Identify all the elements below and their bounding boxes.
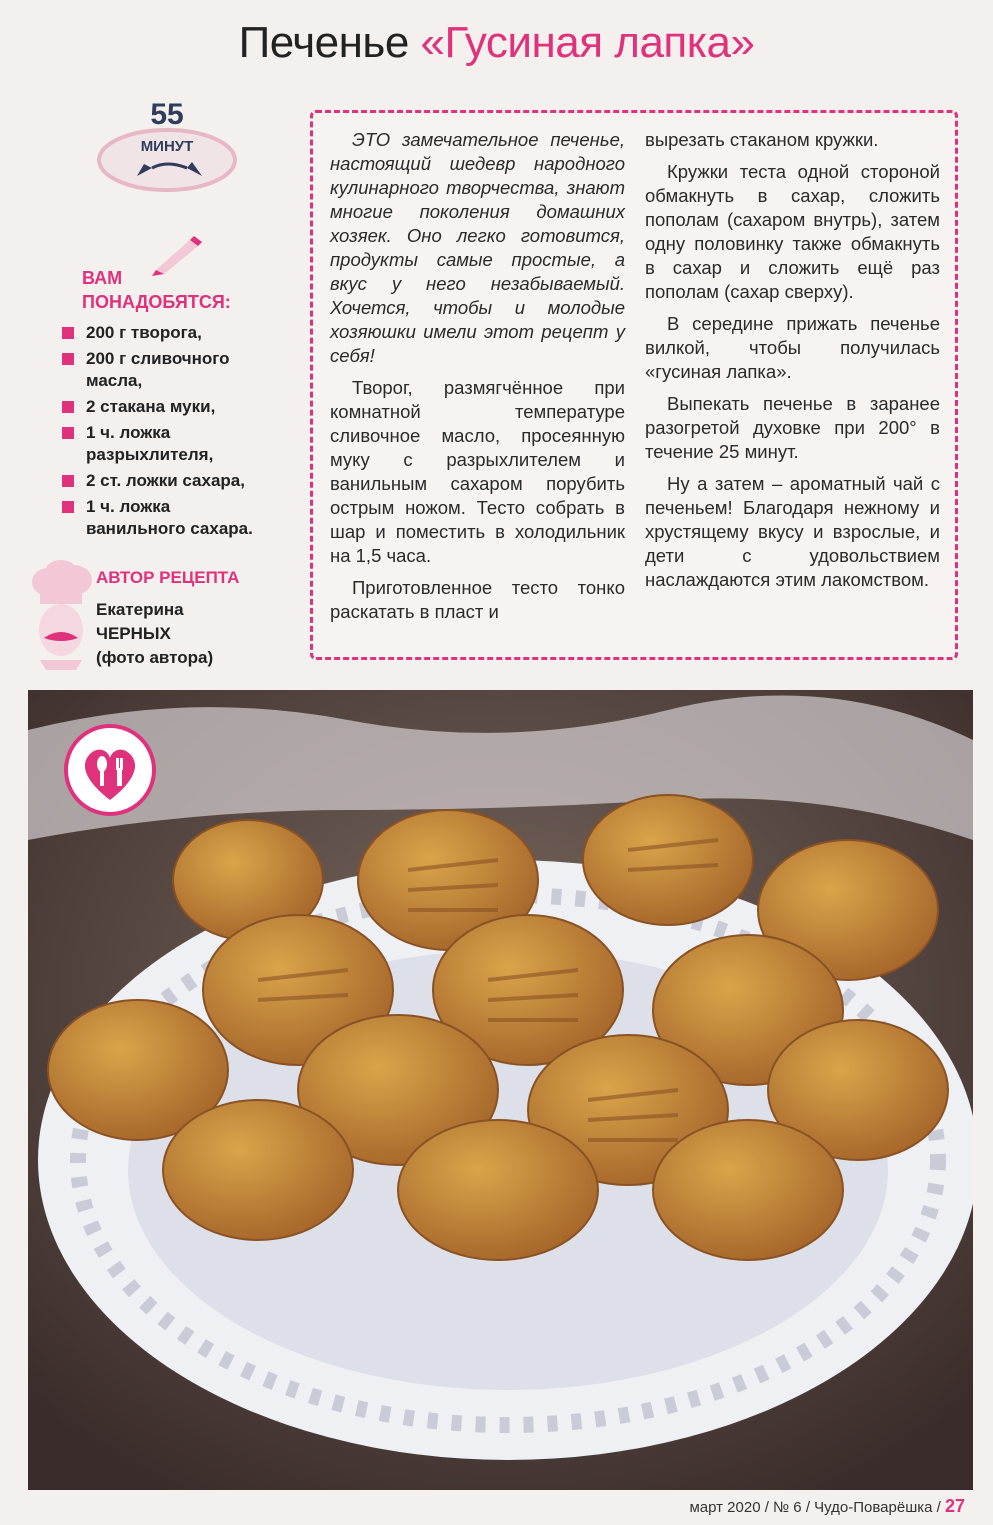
list-item: 1 ч. ложка разрыхлителя,	[62, 422, 272, 466]
author-name	[96, 598, 276, 670]
time-unit: МИНУТ	[140, 138, 194, 155]
cookies-plate-image	[28, 690, 973, 1490]
ingredients-list	[62, 322, 272, 544]
author-label: АВТОР РЕЦЕПТА	[96, 568, 240, 587]
bullet-icon	[62, 475, 74, 487]
list-item: 2 стакана муки,	[62, 396, 272, 418]
paragraph: вырезать стаканом кружки.	[645, 129, 879, 150]
paragraph: Приготовленное тесто тонко раскатать в пласт и	[330, 577, 625, 622]
ingredients-heading-line1: ВАМ	[82, 268, 123, 288]
bullet-icon	[62, 501, 74, 513]
ingredients-heading-line2: ПОНАДОБЯТСЯ:	[82, 292, 231, 312]
cookies-photo	[28, 690, 973, 1490]
photo-credit: (фото автора)	[96, 648, 214, 667]
page-title	[0, 18, 993, 68]
paragraph: Выпекать печенье в заранее разогретой духовке при 200° в течение 25 минут.	[645, 393, 940, 462]
paragraph: Кружки теста одной стороной обмакнуть в сахар, сложить пополам (сахаром внутрь), затем одну половинку также обмакнуть в сахар и сложить ещё раз пополам (сахар сверху).	[645, 161, 940, 302]
bullet-icon	[62, 353, 74, 365]
author-first-name: Екатерина	[96, 600, 184, 619]
bullet-icon	[62, 327, 74, 339]
list-item: 200 г творога,	[62, 322, 272, 344]
author-last-name: ЧЕРНЫХ	[96, 624, 171, 643]
issue-info: март 2020 / № 6 / Чудо-Поварёшка /	[689, 1499, 945, 1516]
list-item: 1 ч. ложка ванильного сахара.	[62, 496, 272, 540]
article-column-1	[330, 128, 625, 632]
heart-cutlery-logo-icon	[64, 724, 156, 816]
footer	[689, 1496, 965, 1517]
bullet-icon	[62, 427, 74, 439]
bullet-icon	[62, 401, 74, 413]
time-value: 55	[150, 98, 184, 131]
title-main: Печенье	[238, 18, 421, 67]
title-accent: «Гусиная лапка»	[420, 18, 755, 67]
time-badge	[92, 98, 242, 194]
article-column-2	[645, 128, 940, 600]
paragraph: В середине прижать печенье вилкой, чтобы получилась «гусиная лапка».	[645, 313, 940, 382]
chef-icon	[26, 560, 96, 670]
ingredients-heading	[82, 266, 262, 314]
list-item: 2 ст. ложки сахара,	[62, 470, 272, 492]
paragraph: Творог, размягчённое при комнатной температуре сливочное масло, просеянную муку с разрыхлителем и ванильным сахаром порубить острым ножом. Тесто собрать в шар и поместить в холодильник на 1,5 часа.	[330, 377, 625, 566]
page-number: 27	[944, 1496, 965, 1516]
intro-paragraph: ЭТО замечательное печенье, настоящий шедевр народного кулинарного творчества, знают многие поколения домашних хозяек. Оно легко готовится, продукты самые простые, а вкус у него незабываемый. Хочется, чтобы и молодые хозяюшки имели этот рецепт у себя!	[330, 129, 625, 366]
paragraph: Ну а затем – ароматный чай с печеньем! Благодаря нежному и хрустящему вкусу и взрослые, и дети с удовольствием наслаждаются этим лакомством.	[645, 473, 940, 590]
list-item: 200 г сливочного масла,	[62, 348, 272, 392]
